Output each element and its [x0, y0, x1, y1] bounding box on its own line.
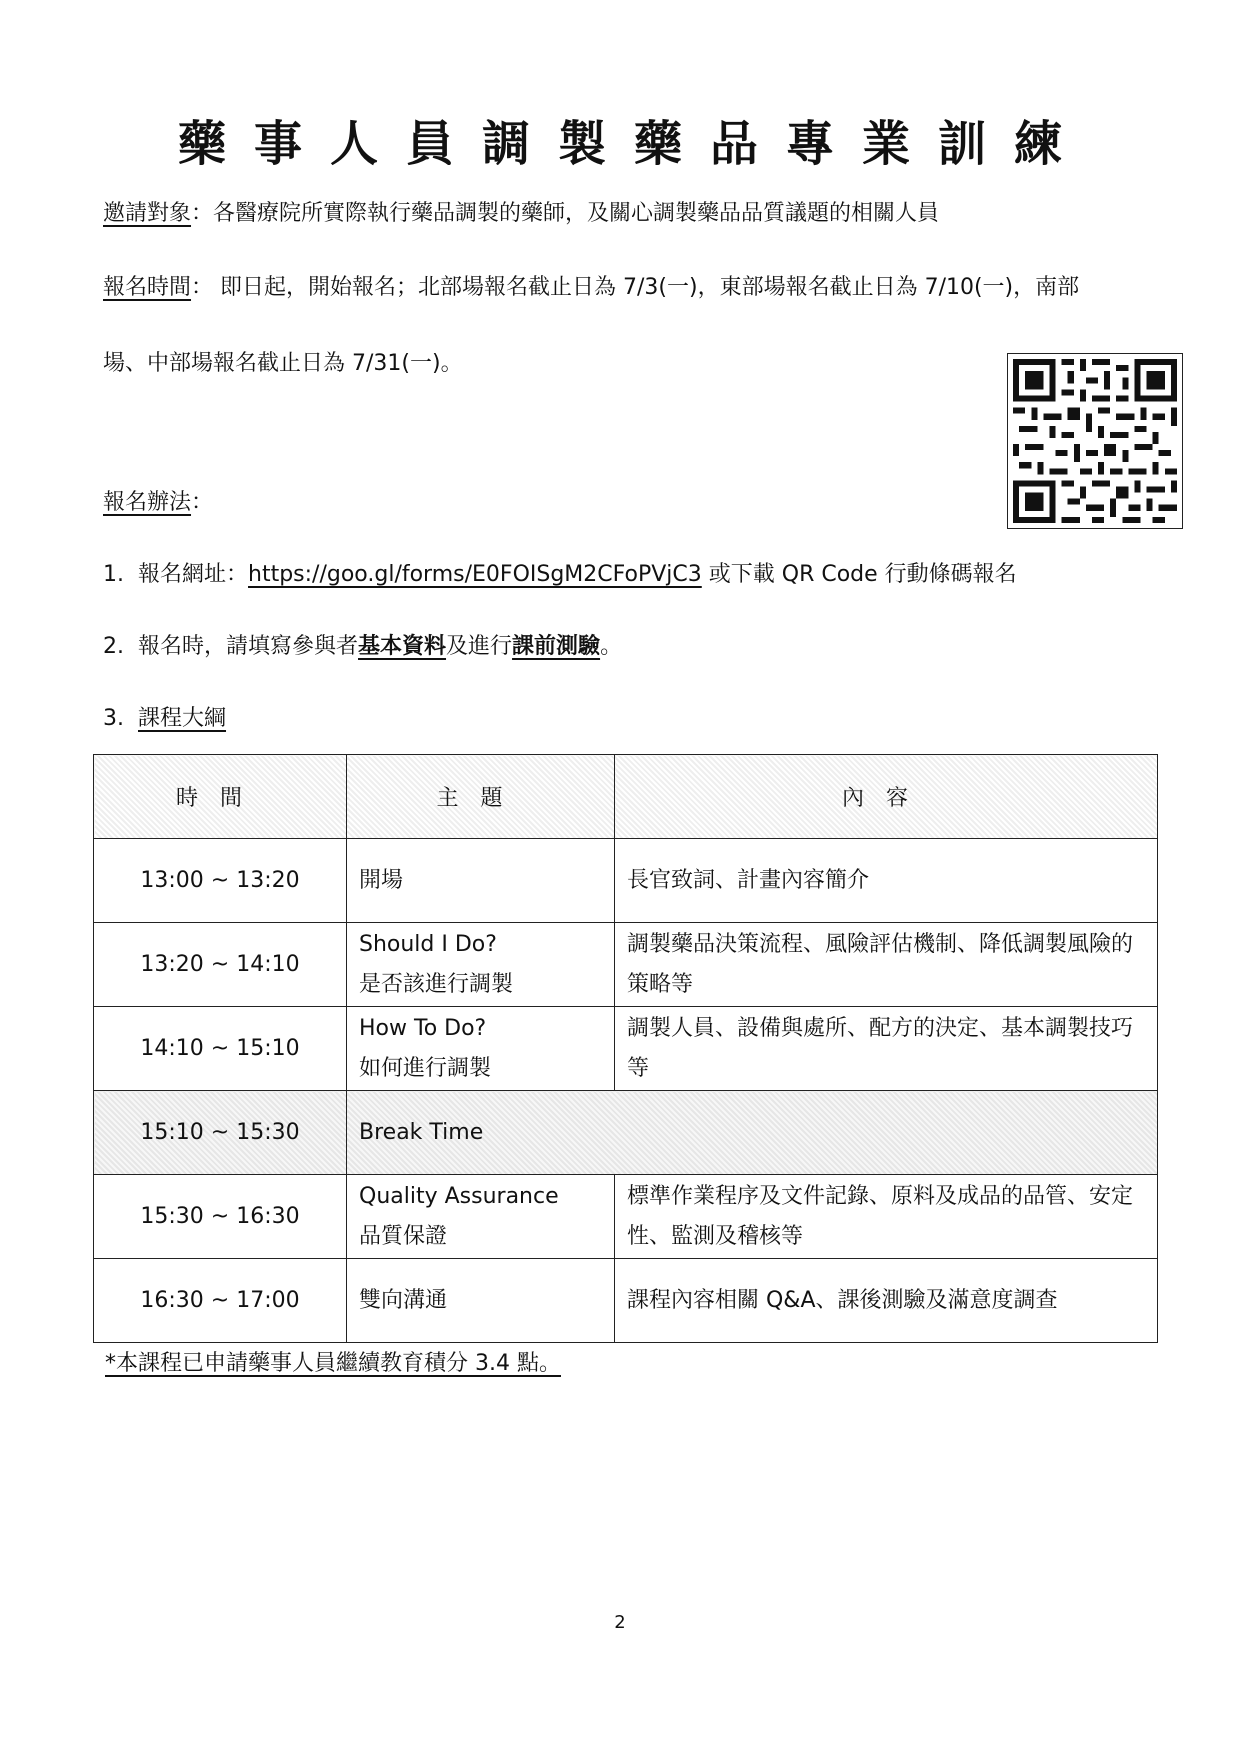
basic-info-text: 基本資料 [358, 634, 447, 659]
header-topic: 主題 [347, 755, 615, 839]
table-row [94, 839, 1158, 923]
list-item-2 [103, 632, 622, 662]
item-3-number: 3. [103, 706, 124, 731]
item-2-mid: 及進行 [446, 634, 513, 659]
table-row [94, 1175, 1158, 1259]
page-title: 藥事人員調製藥品專業訓練 [177, 116, 1090, 172]
row-topic [347, 839, 615, 923]
registration-time-label: 報名時間 [103, 275, 192, 300]
header-time: 時間 [94, 755, 347, 839]
topic-zh: 品質保證 [359, 1223, 448, 1249]
row-content: 調製藥品決策流程、風險評估機制、降低調製風險的策略等 [615, 923, 1158, 1007]
header-content: 內容 [615, 755, 1158, 839]
registration-time-line-2: 場、中部場報名截止日為 7/31(一)。 [103, 351, 463, 376]
course-outline-label: 課程大綱 [138, 706, 227, 731]
registration-method-colon: ： [191, 490, 214, 515]
topic-zh: 是否該進行調製 [359, 971, 514, 997]
row-topic [347, 1175, 615, 1259]
footnote: *本課程已申請藥事人員繼續教育積分 3.4 點。 [105, 1351, 561, 1376]
row-content: 調製人員、設備與處所、配方的決定、基本調製技巧等 [615, 1007, 1158, 1091]
qr-code[interactable] [1007, 353, 1183, 529]
table-header-row [94, 755, 1158, 839]
registration-time-text-1: ： 即日起，開始報名；北部場報名截止日為 7/3(一)，東部場報名截止日為 7/10(一)，南部 [191, 275, 1080, 300]
list-item-1 [103, 560, 1017, 590]
invite-line [103, 199, 939, 229]
item-1-number: 1. [103, 562, 124, 587]
item-2-prefix: 報名時，請填寫參與者 [138, 634, 359, 659]
invite-label: 邀請對象 [103, 201, 192, 226]
list-item-3 [103, 704, 226, 734]
table-row-break [94, 1091, 1158, 1175]
registration-url-link[interactable]: https://goo.gl/forms/E0FOISgM2CFoPVjC3 [248, 562, 702, 587]
row-content: 長官致詞、計畫內容簡介 [615, 839, 1158, 923]
registration-time-line-1 [103, 273, 1079, 303]
row-time: 15:30 ~ 16:30 [94, 1175, 347, 1259]
row-time: 15:10 ~ 15:30 [94, 1091, 347, 1175]
row-time: 16:30 ~ 17:00 [94, 1259, 347, 1343]
topic-en: Should I Do? [359, 931, 497, 957]
row-content: 課程內容相關 Q&A、課後測驗及滿意度調查 [615, 1259, 1158, 1343]
row-time: 13:20 ~ 14:10 [94, 923, 347, 1007]
row-time: 14:10 ~ 15:10 [94, 1007, 347, 1091]
row-topic [347, 1007, 615, 1091]
topic-zh: 開場 [359, 867, 404, 893]
table-row [94, 1007, 1158, 1091]
topic-zh: 如何進行調製 [359, 1055, 492, 1081]
item-1-suffix: 或下載 QR Code 行動條碼報名 [701, 562, 1017, 587]
row-topic [347, 1259, 615, 1343]
registration-method-label: 報名辦法 [103, 490, 192, 515]
pre-test-text: 課前測驗 [512, 634, 601, 659]
row-content: 標準作業程序及文件記錄、原料及成品的品管、安定性、監測及稽核等 [615, 1175, 1158, 1259]
row-topic: Break Time [347, 1091, 1158, 1175]
item-2-suffix: 。 [600, 634, 623, 659]
topic-en: Quality Assurance [359, 1183, 559, 1209]
topic-zh: 雙向溝通 [359, 1287, 448, 1313]
topic-en: How To Do? [359, 1015, 487, 1041]
item-1-prefix: 報名網址： [138, 562, 249, 587]
row-time: 13:00 ~ 13:20 [94, 839, 347, 923]
registration-method-line [103, 488, 213, 518]
item-2-number: 2. [103, 634, 124, 659]
schedule-table [93, 754, 1158, 1343]
row-topic [347, 923, 615, 1007]
table-row [94, 1259, 1158, 1343]
table-row [94, 923, 1158, 1007]
page-number: 2 [614, 1612, 626, 1633]
invite-text: ：各醫療院所實際執行藥品調製的藥師，及關心調製藥品品質議題的相關人員 [191, 201, 940, 226]
